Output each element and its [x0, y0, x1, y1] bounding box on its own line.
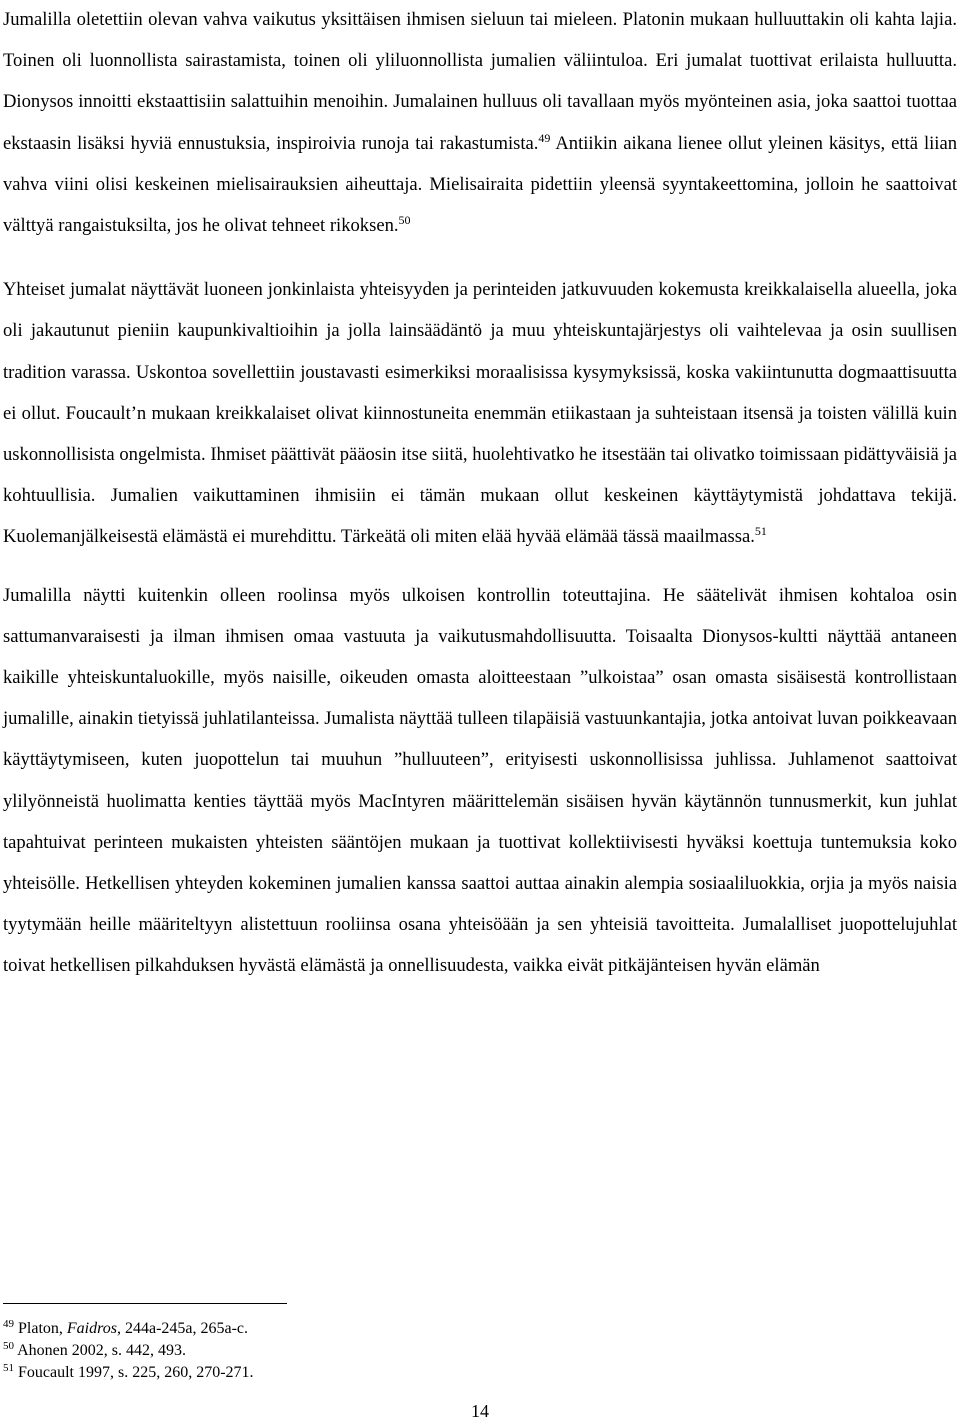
footnote-text-end: , 244a-245a, 265a-c. — [116, 1320, 249, 1337]
footnote-text: Ahonen 2002, s. 442, 493. — [14, 1342, 186, 1359]
footnotes — [3, 1318, 703, 1384]
paragraph-3 — [3, 575, 957, 987]
footnote-number: 50 — [3, 1340, 14, 1352]
footnote-ref-50[interactable]: 50 — [398, 213, 411, 228]
footnote-text: Foucault 1997, s. 225, 260, 270-271. — [14, 1364, 254, 1381]
footnote-ref-49[interactable]: 49 — [538, 130, 551, 145]
page-number: 14 — [471, 1401, 489, 1421]
paragraph-1-text-2: Antiikin aikana lienee ollut yleinen käsitys, että liian vahva viini olisi keskeinen mielisairauksien aiheuttaja. Mielisairaita pidettiin yleensä syyntakeettomina, jolloin he saattoivat välttyä rangaistuksilta, jos he olivat tehneet rikoksen. — [3, 132, 957, 237]
paragraph-2 — [3, 269, 957, 557]
paragraph-1-text-1: Jumalilla oletettiin olevan vahva vaikutus yksittäisen ihmisen sieluun tai mieleen. Platonin mukaan hulluuttakin oli kahta lajia. Toinen oli luonnollista sairastamista, toinen oli yliluonnollista jumalien väliintuloa. Eri jumalat tuottivat erilaista hulluutta. Dionysos innoitti ekstaattisiin salattuihin menoihin. Jumalainen hulluus oli tavallaan myös myönteinen asia, joka saattoi tuottaa ekstaasin lisäksi hyviä ennustuksia, inspiroivia runoja tai rakastumista. — [3, 9, 957, 154]
body-text — [3, 0, 957, 987]
footnote-49 — [3, 1318, 703, 1340]
footnote-number: 49 — [3, 1318, 14, 1330]
paragraph-3-text: Jumalilla näytti kuitenkin olleen roolinsa myös ulkoisen kontrollin toteuttajina. He säätelivät ihmisen kohtaloa osin sattumanvaraisesti ja ilman ihmisen omaa vastuuta ja vaikutusmahdollisuutta. Toisaalta Dionysos-kultti näyttää antaneen kaikille yhteiskuntaluokille, myös naisille, oikeuden omasta aloitteestaan ”ulkoistaa” osan omasta sisäisestä kontrollistaan jumalille, ainakin tietyissä juhlatilanteissa. Jumalista näyttää tulleen tilapäisiä vastuunkantajia, jotka antoivat luvan poikkeavaan käyttäytymiseen, kuten juopottelun tai muuhun ”hulluuteen”, erityisesti uskonnollisissa juhlissa. Juhlamenot saattoivat ylilyönneistä huolimatta kenties täyttää myös MacIntyren määrittelemän sisäisen hyvän käytännön tunnusmerkit, kun juhlat tapahtuivat perinteen mukaisten yhteisten sääntöjen mukaan ja tuottivat kollektiivisesti hyväksi koettuja tuntemuksia koko yhteisölle. Hetkellisen yhteyden kokeminen jumalien kanssa saattoi auttaa ainakin alempia sosiaaliluokkia, orjia ja myös naisia tyytymään heille määriteltyyn alistettuun rooliinsa osana yhteisöään ja sen yhteisiä tavoitteita. Jumalalliset juopottelujuhlat toivat hetkellisen pilkahduksen hyvästä elämästä ja onnellisuudesta, vaikka eivät pitkäjänteisen hyvän elämän — [3, 584, 957, 977]
footnote-51 — [3, 1362, 703, 1384]
footnote-text: Platon, — [14, 1320, 67, 1337]
footnote-50 — [3, 1340, 703, 1362]
footnote-separator — [3, 1303, 287, 1304]
paragraph-1 — [3, 0, 957, 246]
footnote-ref-51[interactable]: 51 — [754, 524, 767, 539]
footnote-number: 51 — [3, 1362, 14, 1374]
paragraph-2-text: Yhteiset jumalat näyttävät luoneen jonkinlaista yhteisyyden ja perinteiden jatkuvuuden kokemusta kreikkalaisella alueella, joka oli jakautunut pieniin kaupunkivaltioihin ja jolla lainsäädäntö ja muu yhteiskuntajärjestys oli vaihtelevaa ja osin suullisen tradition varassa. Uskontoa sovellettiin joustavasti esimerkiksi moraalisissa kysymyksissä, koska vakiintunutta dogmaattisuutta ei ollut. Foucault’n mukaan kreikkalaiset olivat kiinnostuneita enemmän etiikastaan ja suhteistaan itsensä ja toisten välillä kuin uskonnollisista ongelmista. Ihmiset päättivät pääosin itse siitä, huolehtivatko he itsestään tai olivatko toimissaan pidättyväisiä ja kohtuullisia. Jumalien vaikuttaminen ihmisiin ei tämän mukaan ollut keskeinen käyttäytymistä johdattava tekijä. Kuolemanjälkeisestä elämästä ei murehdittu. Tärkeätä oli miten elää hyvää elämää tässä maailmassa. — [3, 279, 957, 548]
footnote-title: Faidros — [66, 1320, 117, 1337]
